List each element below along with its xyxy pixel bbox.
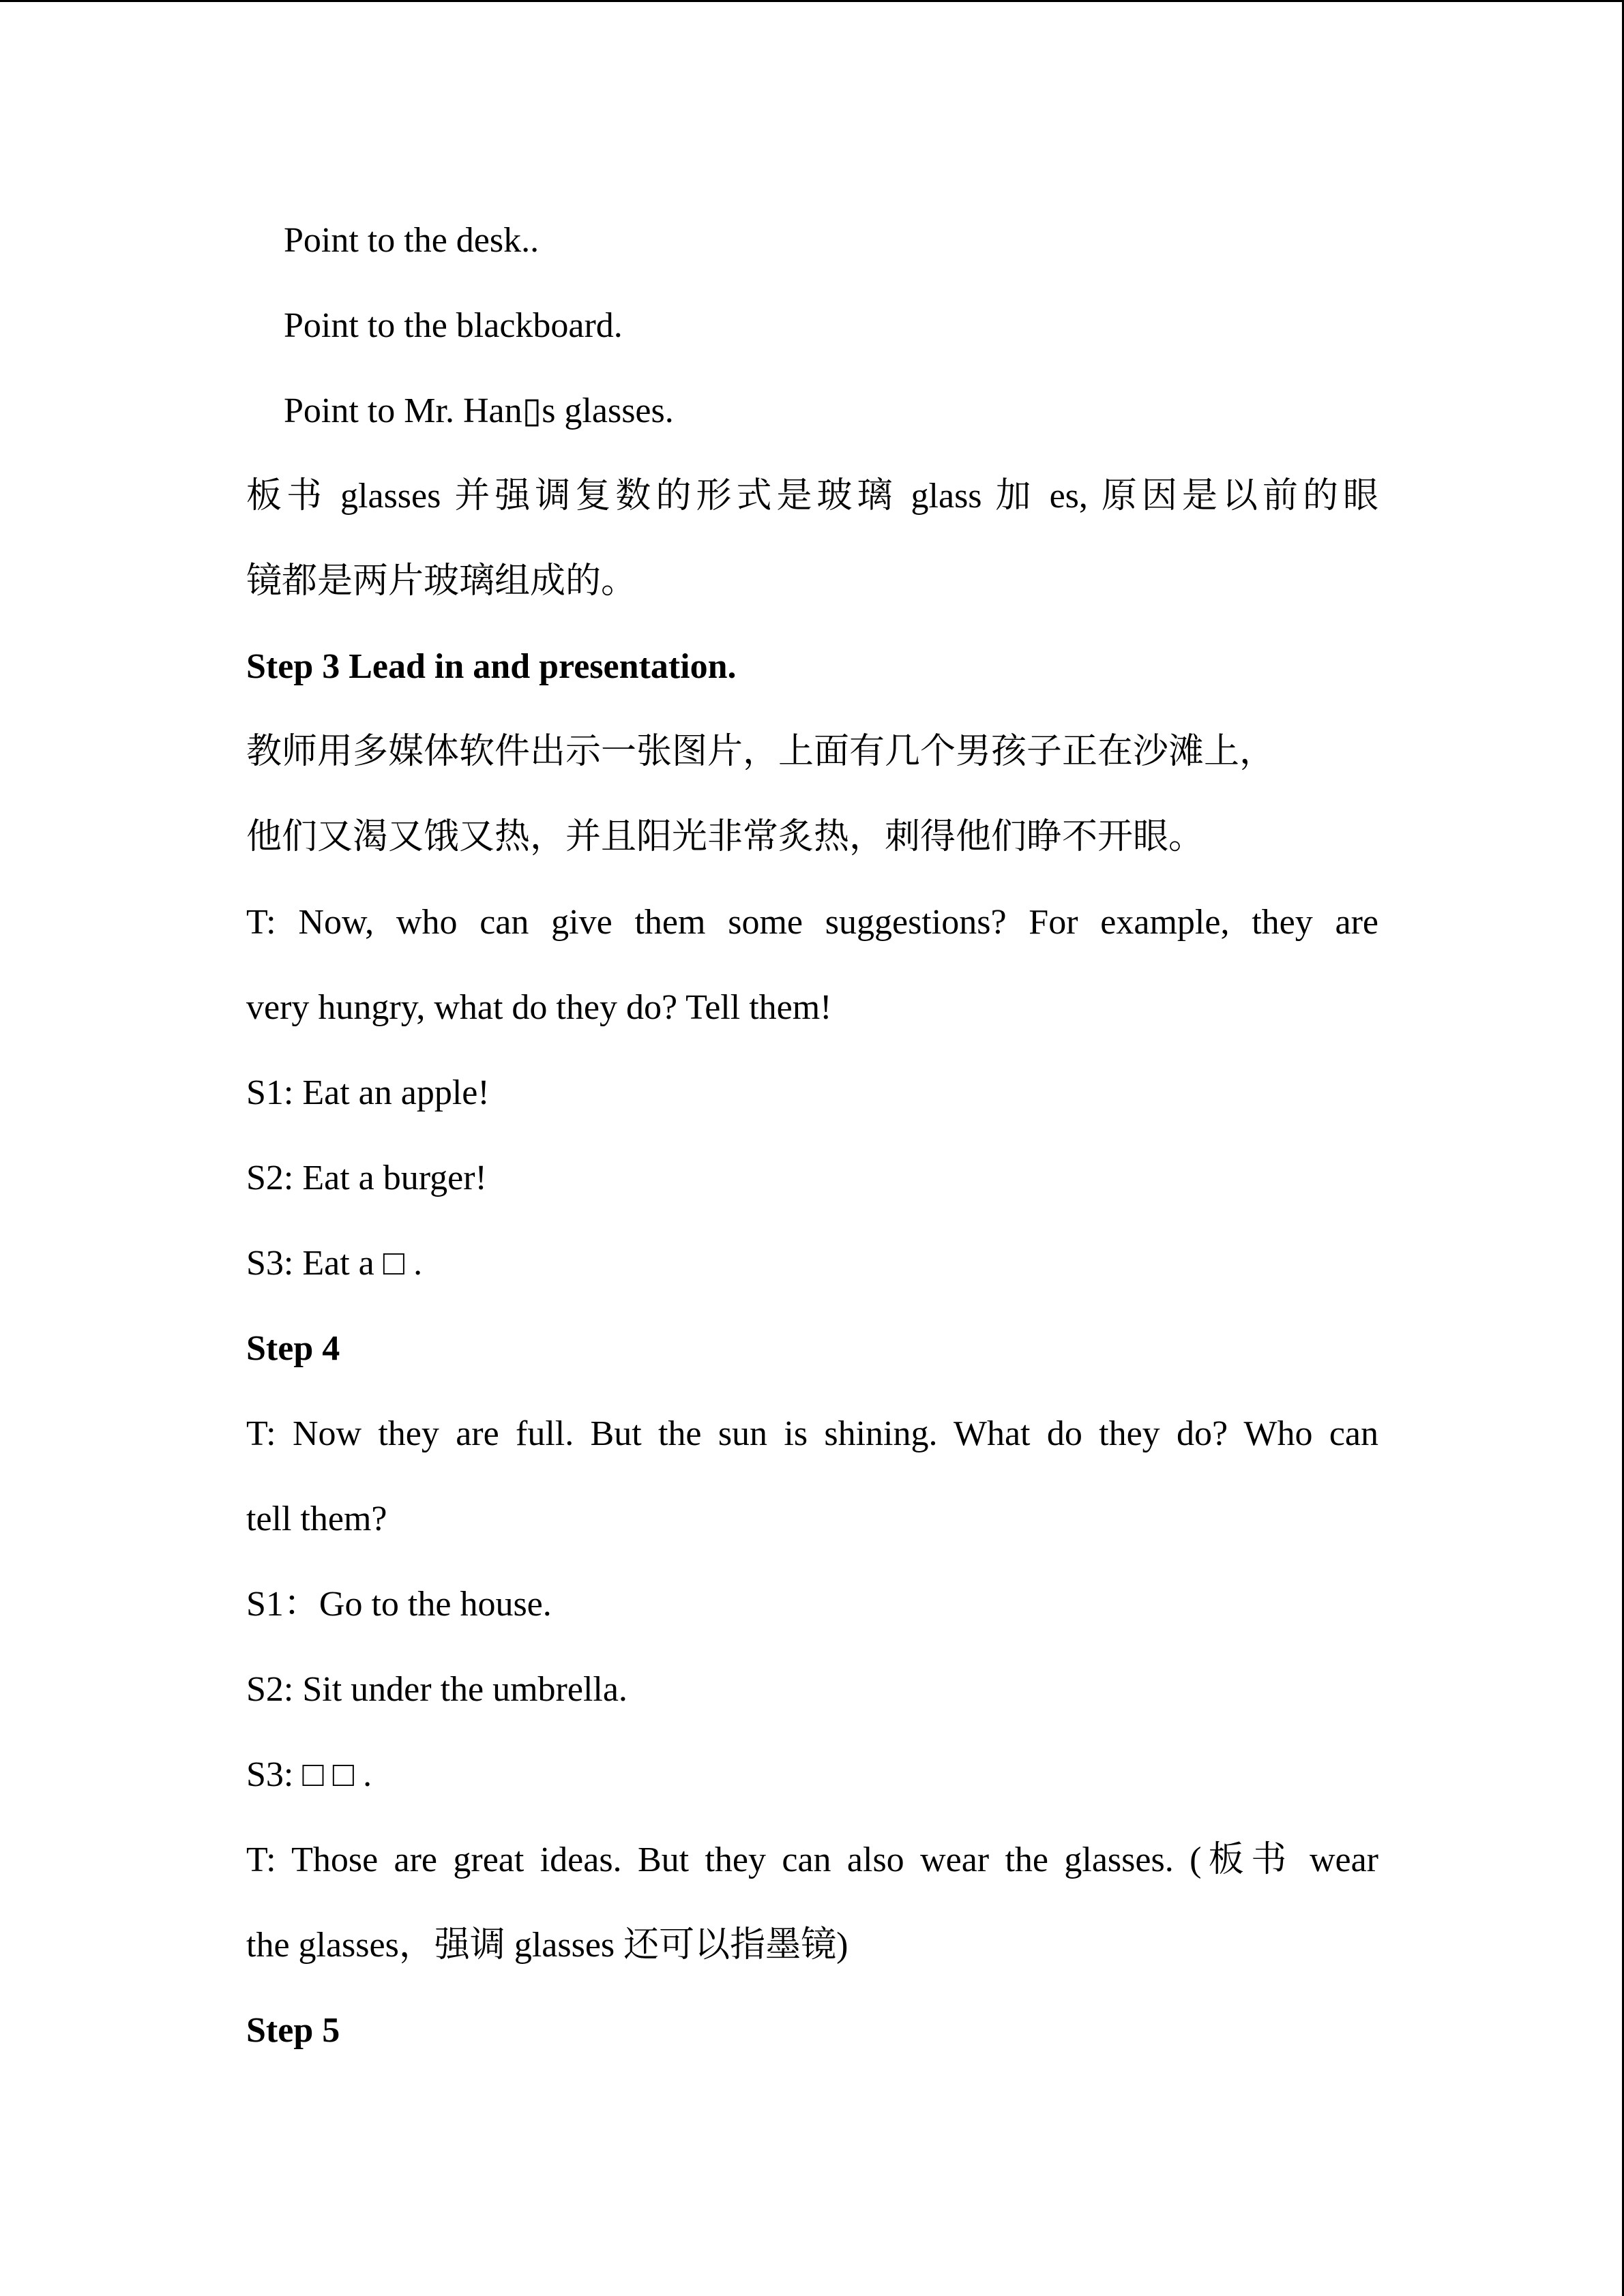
dialogue-line: S1: Eat an apple! [246,1073,490,1112]
dialogue-line: S2: Eat a burger! [246,1159,487,1197]
step-heading: Step 5 [246,2011,340,2050]
instruction-line: Point to Mr. Han▯s glasses. [284,391,674,430]
dialogue-line: T: Now they are full. But the sun is shining. What do they do? Who can [246,1414,1378,1453]
dialogue-line: S3: □ □ . [246,1755,372,1794]
dialogue-line: the glasses，强调 glasses 还可以指墨镜) [246,1926,848,1965]
instruction-line: Point to the desk.. [284,221,540,260]
paragraph-line: 他们又渴又饿又热，并且阳光非常炙热，刺得他们睁不开眼。 [246,818,1205,856]
dialogue-line: S3: Eat a □ . [246,1244,423,1283]
paragraph-line: 板书 glasses 并强调复数的形式是玻璃 glass 加 es, 原因是以前的眼 [246,477,1378,516]
dialogue-line: very hungry, what do they do? Tell them! [246,988,832,1027]
document-body [246,213,1378,2089]
dialogue-line: tell them? [246,1500,387,1538]
instruction-line: Point to the blackboard. [284,306,623,345]
paragraph-line: 教师用多媒体软件出示一张图片，上面有几个男孩子正在沙滩上， [246,732,1275,771]
dialogue-line: T: Now, who can give them some suggestions? For example, they are [246,903,1378,942]
dialogue-line: S1：Go to the house. [246,1585,552,1624]
paragraph-line: 镜都是两片玻璃组成的。 [246,562,637,601]
dialogue-line: T: Those are great ideas. But they can also wear the glasses. (板书 wear [246,1840,1378,1879]
dialogue-line: S2: Sit under the umbrella. [246,1670,628,1709]
step-heading: Step 4 [246,1329,340,1368]
step-heading: Step 3 Lead in and presentation. [246,647,737,686]
